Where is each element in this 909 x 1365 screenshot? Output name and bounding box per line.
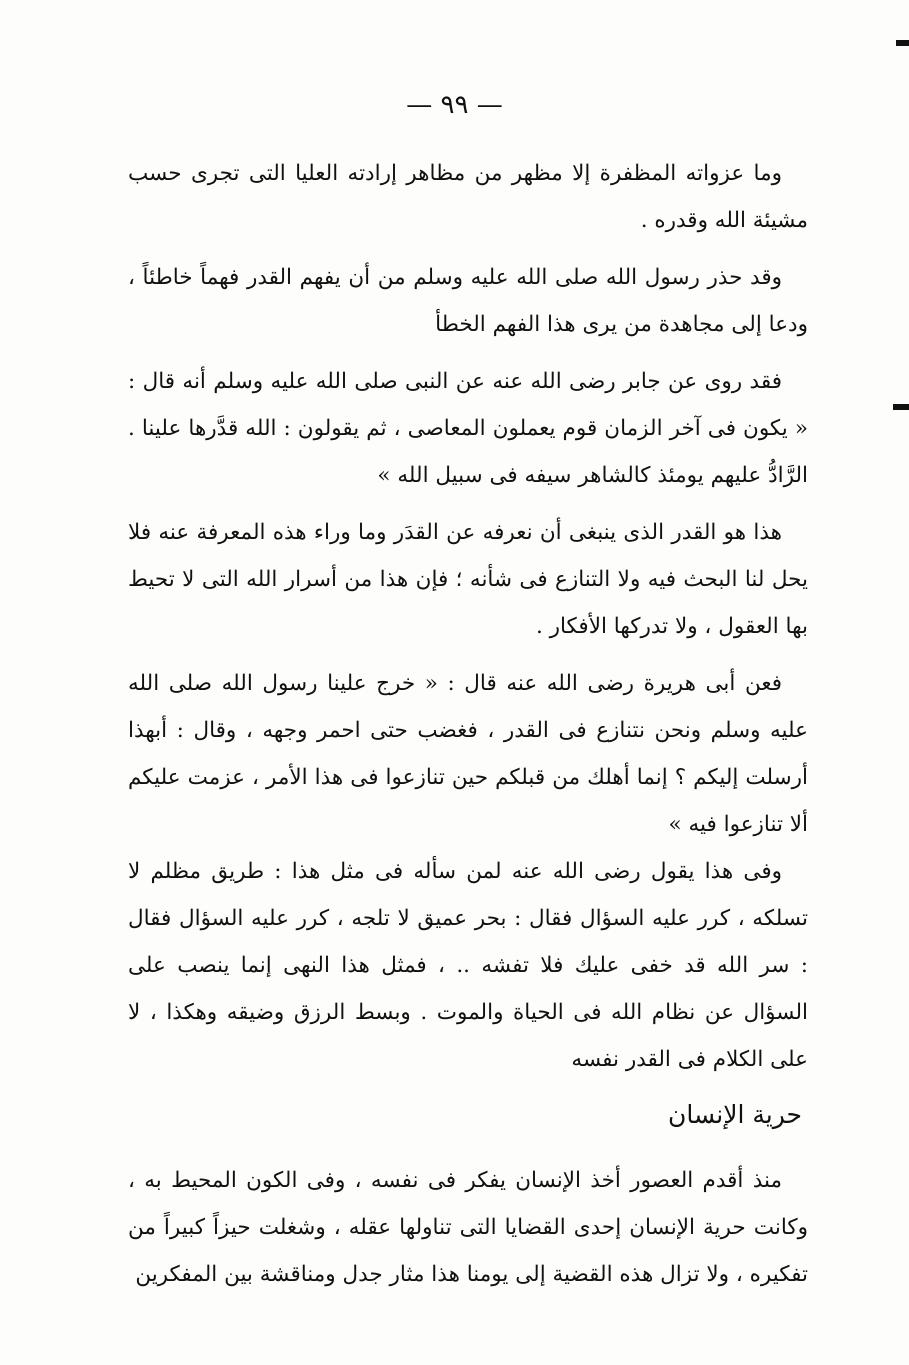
margin-mark-middle [893, 404, 909, 410]
paragraph-3: فقد روى عن جابر رضى الله عنه عن النبى صلى الله عليه وسلم أنه قال : « يكون فى آخر الزمان قوم يعملون المعاصى ، ثم يقولون : الله قدَّرها علينا . الرَّادُّ عليهم يومئذ كالشاهر سيفه فى سبيل الله » [128, 369, 808, 488]
paragraph-1: وما عزواته المظفرة إلا مظهر من مظاهر إرادته العليا التى تجرى حسب مشيئة الله وقدره . [128, 161, 808, 233]
page-text-body [128, 150, 808, 1298]
page-number: — ٩٩ — [406, 90, 503, 120]
paragraph-2: وقد حذر رسول الله صلى الله عليه وسلم من أن يفهم القدر فهماً خاطئاً ، ودعا إلى مجاهدة من يرى هذا الفهم الخطأ [128, 265, 808, 337]
section-paragraph: منذ أقدم العصور أخذ الإنسان يفكر فى نفسه ، وفى الكون المحيط به ، وكانت حرية الإنسان إحدى القضايا التى تناولها عقله ، وشغلت حيزاً كبيراً من تفكيره ، ولا تزال هذه القضية إلى يومنا هذا مثار جدل ومناقشة بين المفكرين [128, 1168, 808, 1287]
paragraph-6: وفى هذا يقول رضى الله عنه لمن سأله فى مثل هذا : طريق مظلم لا تسلكه ، كرر عليه السؤال فقال : بحر عميق لا تلجه ، كرر عليه السؤال فقال : سر الله قد خفى عليك فلا تفشه .. ، فمثل هذا النهى إنما ينصب على السؤال عن نظام الله فى الحياة والموت . وبسط الرزق وضيقه وهكذا ، لا على الكلام فى القدر نفسه [128, 859, 808, 1072]
paragraph-4: هذا هو القدر الذى ينبغى أن نعرفه عن القدَر وما وراء هذه المعرفة عنه فلا يحل لنا البحث فيه ولا التنازع فى شأنه ؛ فإن هذا من أسرار الله التى لا تحيط بها العقول ، ولا تدركها الأفكار . [128, 520, 808, 639]
paragraph-5: فعن أبى هريرة رضى الله عنه قال : « خرج علينا رسول الله صلى الله عليه وسلم ونحن نتنازع فى القدر ، فغضب حتى احمر وجهه ، وقال : أبهذا أرسلت إليكم ؟ إنما أهلك من قبلكم حين تنازعوا فى هذا الأمر ، عزمت عليكم ألا تنازعوا فيه » [128, 671, 808, 837]
section-heading: حرية الإنسان [668, 1100, 802, 1129]
margin-mark-top [896, 40, 909, 46]
